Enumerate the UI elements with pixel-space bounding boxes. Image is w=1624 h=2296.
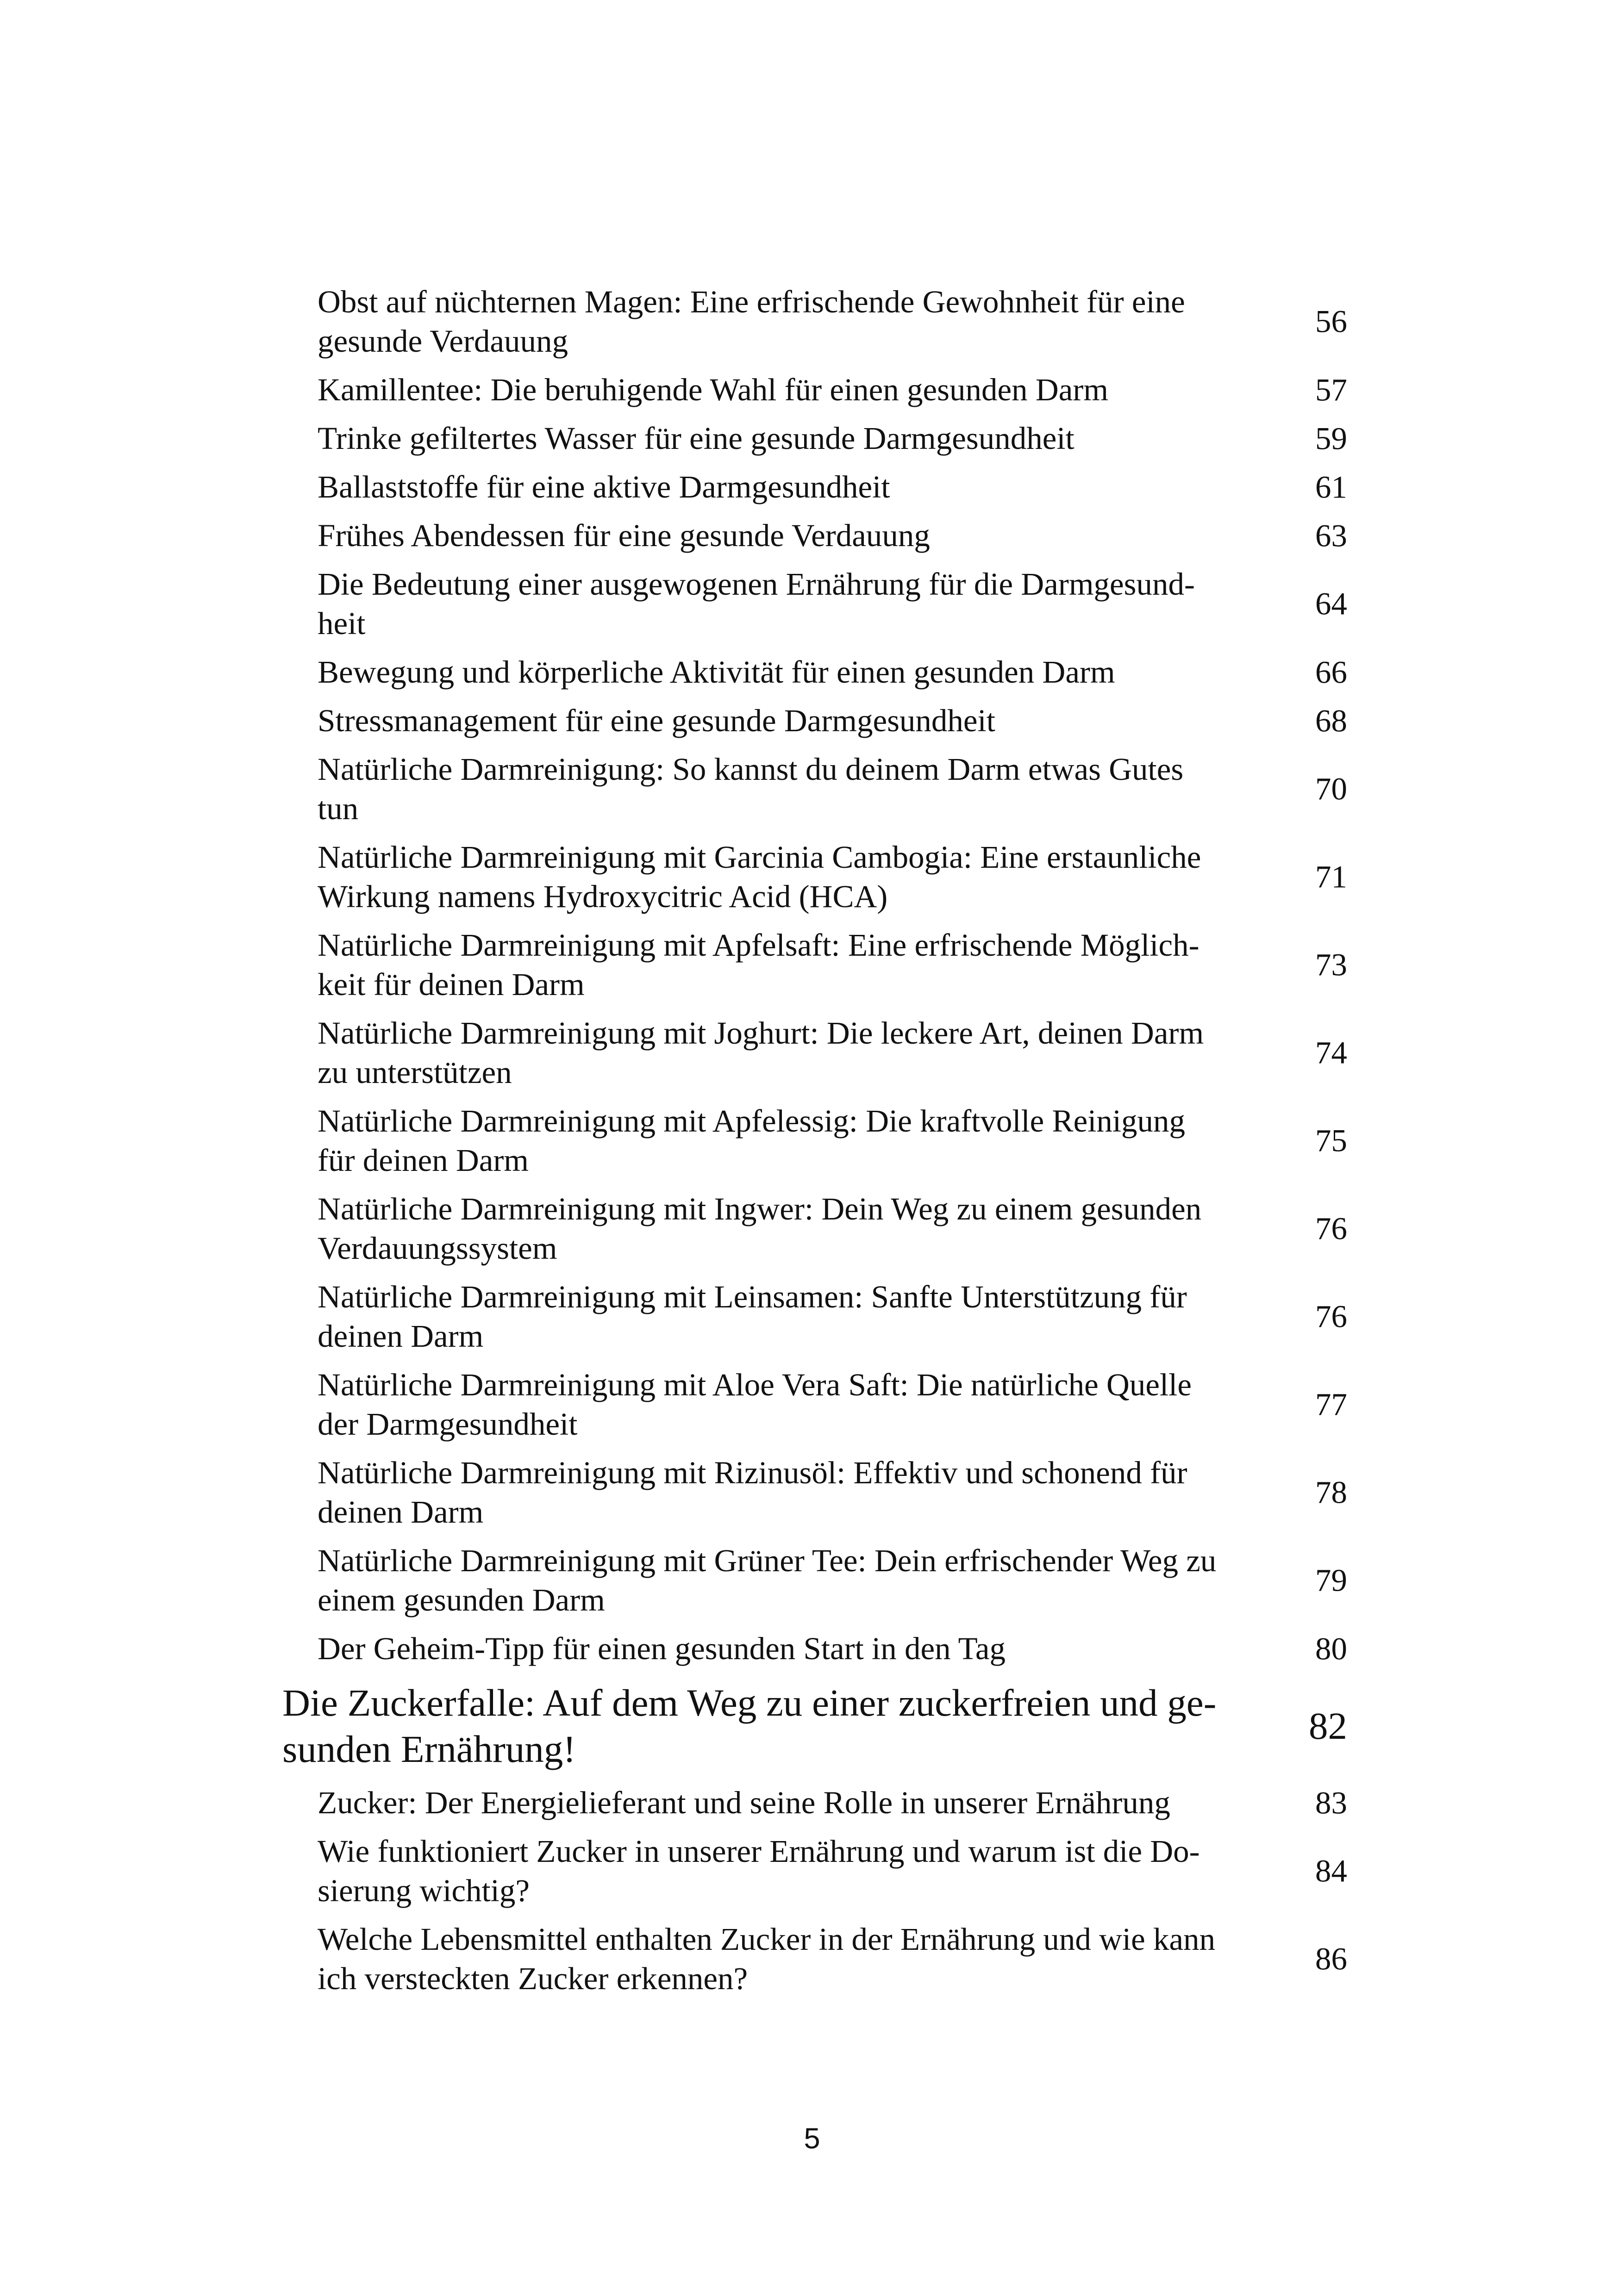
toc-entry[interactable] bbox=[282, 648, 1347, 697]
toc-entry-page-number: 76 bbox=[1315, 1299, 1347, 1334]
toc-entry-page-number: 83 bbox=[1315, 1785, 1347, 1820]
toc-entry-title: Frühes Abendessen für eine gesunde Verdauung bbox=[318, 518, 930, 553]
toc-entry[interactable] bbox=[282, 414, 1347, 463]
toc-entry-page-number: 64 bbox=[1315, 586, 1347, 622]
toc-entry[interactable] bbox=[282, 1449, 1347, 1537]
toc-entry-page-number: 76 bbox=[1315, 1211, 1347, 1246]
toc-entry-title: Die Bedeutung einer ausgewogenen Ernährung für die Darmgesund- heit bbox=[318, 566, 1195, 641]
toc-entry-page-number: 59 bbox=[1315, 421, 1347, 456]
toc-entry-page-number: 56 bbox=[1315, 304, 1347, 339]
toc-entry-page-number: 80 bbox=[1315, 1631, 1347, 1666]
toc-entry-page-number: 68 bbox=[1315, 703, 1347, 738]
toc-entry-title: Der Geheim-Tipp für einen gesunden Start in den Tag bbox=[318, 1631, 1006, 1666]
toc-entry-page-number: 66 bbox=[1315, 654, 1347, 690]
toc-entry[interactable] bbox=[282, 511, 1347, 560]
toc-entry-title: Welche Lebensmittel enthalten Zucker in der Ernährung und wie kann ich versteckten Zucker erkennen? bbox=[318, 1922, 1216, 1996]
toc-entry-page-number: 82 bbox=[1309, 1705, 1347, 1747]
toc-entry[interactable] bbox=[282, 833, 1347, 921]
toc-entry-page-number: 84 bbox=[1315, 1853, 1347, 1889]
toc-entry-page-number: 78 bbox=[1315, 1475, 1347, 1510]
toc-entry-title: Natürliche Darmreinigung mit Apfelsaft: Eine erfrischende Möglich- keit für deinen Darm bbox=[318, 927, 1199, 1002]
toc-entry-title: Natürliche Darmreinigung mit Grüner Tee: Dein erfrischender Weg zu einem gesunden Darm bbox=[318, 1543, 1217, 1618]
toc-entry-title: Natürliche Darmreinigung mit Ingwer: Dein Weg zu einem gesunden Verdauungssystem bbox=[318, 1191, 1202, 1266]
toc-entry-page-number: 57 bbox=[1315, 372, 1347, 407]
toc-entry[interactable] bbox=[282, 1185, 1347, 1273]
toc-entry-page-number: 70 bbox=[1315, 771, 1347, 807]
toc-entry-title: Obst auf nüchternen Magen: Eine erfrischende Gewohnheit für eine gesunde Verdauung bbox=[318, 284, 1185, 359]
toc-entry-title: Natürliche Darmreinigung mit Leinsamen: Sanfte Unterstützung für deinen Darm bbox=[318, 1279, 1187, 1354]
toc-entry[interactable] bbox=[282, 463, 1347, 511]
toc-entry[interactable] bbox=[282, 1779, 1347, 1827]
toc-entry-page-number: 73 bbox=[1315, 947, 1347, 983]
toc-entry-page-number: 86 bbox=[1315, 1941, 1347, 1977]
toc-entry[interactable] bbox=[282, 1097, 1347, 1185]
toc-entry-title: Trinke gefiltertes Wasser für eine gesunde Darmgesundheit bbox=[318, 421, 1074, 456]
toc-entry[interactable] bbox=[282, 278, 1347, 366]
toc-entry[interactable] bbox=[282, 745, 1347, 833]
toc-entry-title: Stressmanagement für eine gesunde Darmgesundheit bbox=[318, 703, 995, 738]
toc-entry-page-number: 71 bbox=[1315, 859, 1347, 895]
toc-entry-title: Bewegung und körperliche Aktivität für einen gesunden Darm bbox=[318, 654, 1115, 690]
toc-entry[interactable] bbox=[282, 1915, 1347, 2003]
toc-entry-title: Wie funktioniert Zucker in unserer Ernährung und warum ist die Do- sierung wichtig? bbox=[318, 1834, 1200, 1908]
toc-entry-page-number: 63 bbox=[1315, 518, 1347, 553]
toc-entry-page-number: 74 bbox=[1315, 1035, 1347, 1070]
toc-entry-title: Die Zuckerfalle: Auf dem Weg zu einer zuckerfreien und ge- sunden Ernährung! bbox=[282, 1681, 1217, 1770]
toc-entry-page-number: 79 bbox=[1315, 1562, 1347, 1598]
toc-entry-title: Natürliche Darmreinigung mit Aloe Vera Saft: Die natürliche Quelle der Darmgesundheit bbox=[318, 1367, 1192, 1442]
page-number: 5 bbox=[804, 2122, 820, 2155]
toc-entry[interactable] bbox=[282, 1827, 1347, 1915]
toc-chapter-entry[interactable] bbox=[282, 1673, 1347, 1779]
toc-entry[interactable] bbox=[282, 1361, 1347, 1449]
toc-entry-title: Zucker: Der Energielieferant und seine Rolle in unserer Ernährung bbox=[318, 1785, 1170, 1820]
toc-entry-page-number: 61 bbox=[1315, 469, 1347, 504]
toc-entry[interactable] bbox=[282, 1009, 1347, 1097]
toc-entry-page-number: 77 bbox=[1315, 1387, 1347, 1422]
toc-entry[interactable] bbox=[282, 366, 1347, 414]
toc-entry[interactable] bbox=[282, 1537, 1347, 1624]
toc-entry-title: Natürliche Darmreinigung mit Garcinia Cambogia: Eine erstaunliche Wirkung namens Hydroxycitric Acid (HCA) bbox=[318, 840, 1201, 914]
toc-entry-title: Natürliche Darmreinigung mit Apfelessig: Die kraftvolle Reinigung für deinen Darm bbox=[318, 1103, 1186, 1178]
toc-entry-title: Natürliche Darmreinigung mit Joghurt: Die leckere Art, deinen Darm zu unterstützen bbox=[318, 1015, 1204, 1090]
toc-entry[interactable] bbox=[282, 1273, 1347, 1361]
toc-entry[interactable] bbox=[282, 560, 1347, 648]
toc-entry-title: Natürliche Darmreinigung mit Rizinusöl: Effektiv und schonend für deinen Darm bbox=[318, 1455, 1187, 1530]
toc-entry-page-number: 75 bbox=[1315, 1123, 1347, 1158]
toc-entry[interactable] bbox=[282, 1624, 1347, 1673]
toc-entry-title: Ballaststoffe für eine aktive Darmgesundheit bbox=[318, 469, 890, 504]
toc-entry-title: Kamillentee: Die beruhigende Wahl für einen gesunden Darm bbox=[318, 372, 1108, 407]
table-of-contents bbox=[282, 278, 1347, 2003]
toc-entry-title: Natürliche Darmreinigung: So kannst du deinem Darm etwas Gutes tun bbox=[318, 752, 1184, 826]
toc-entry[interactable] bbox=[282, 921, 1347, 1009]
toc-entry[interactable] bbox=[282, 697, 1347, 745]
